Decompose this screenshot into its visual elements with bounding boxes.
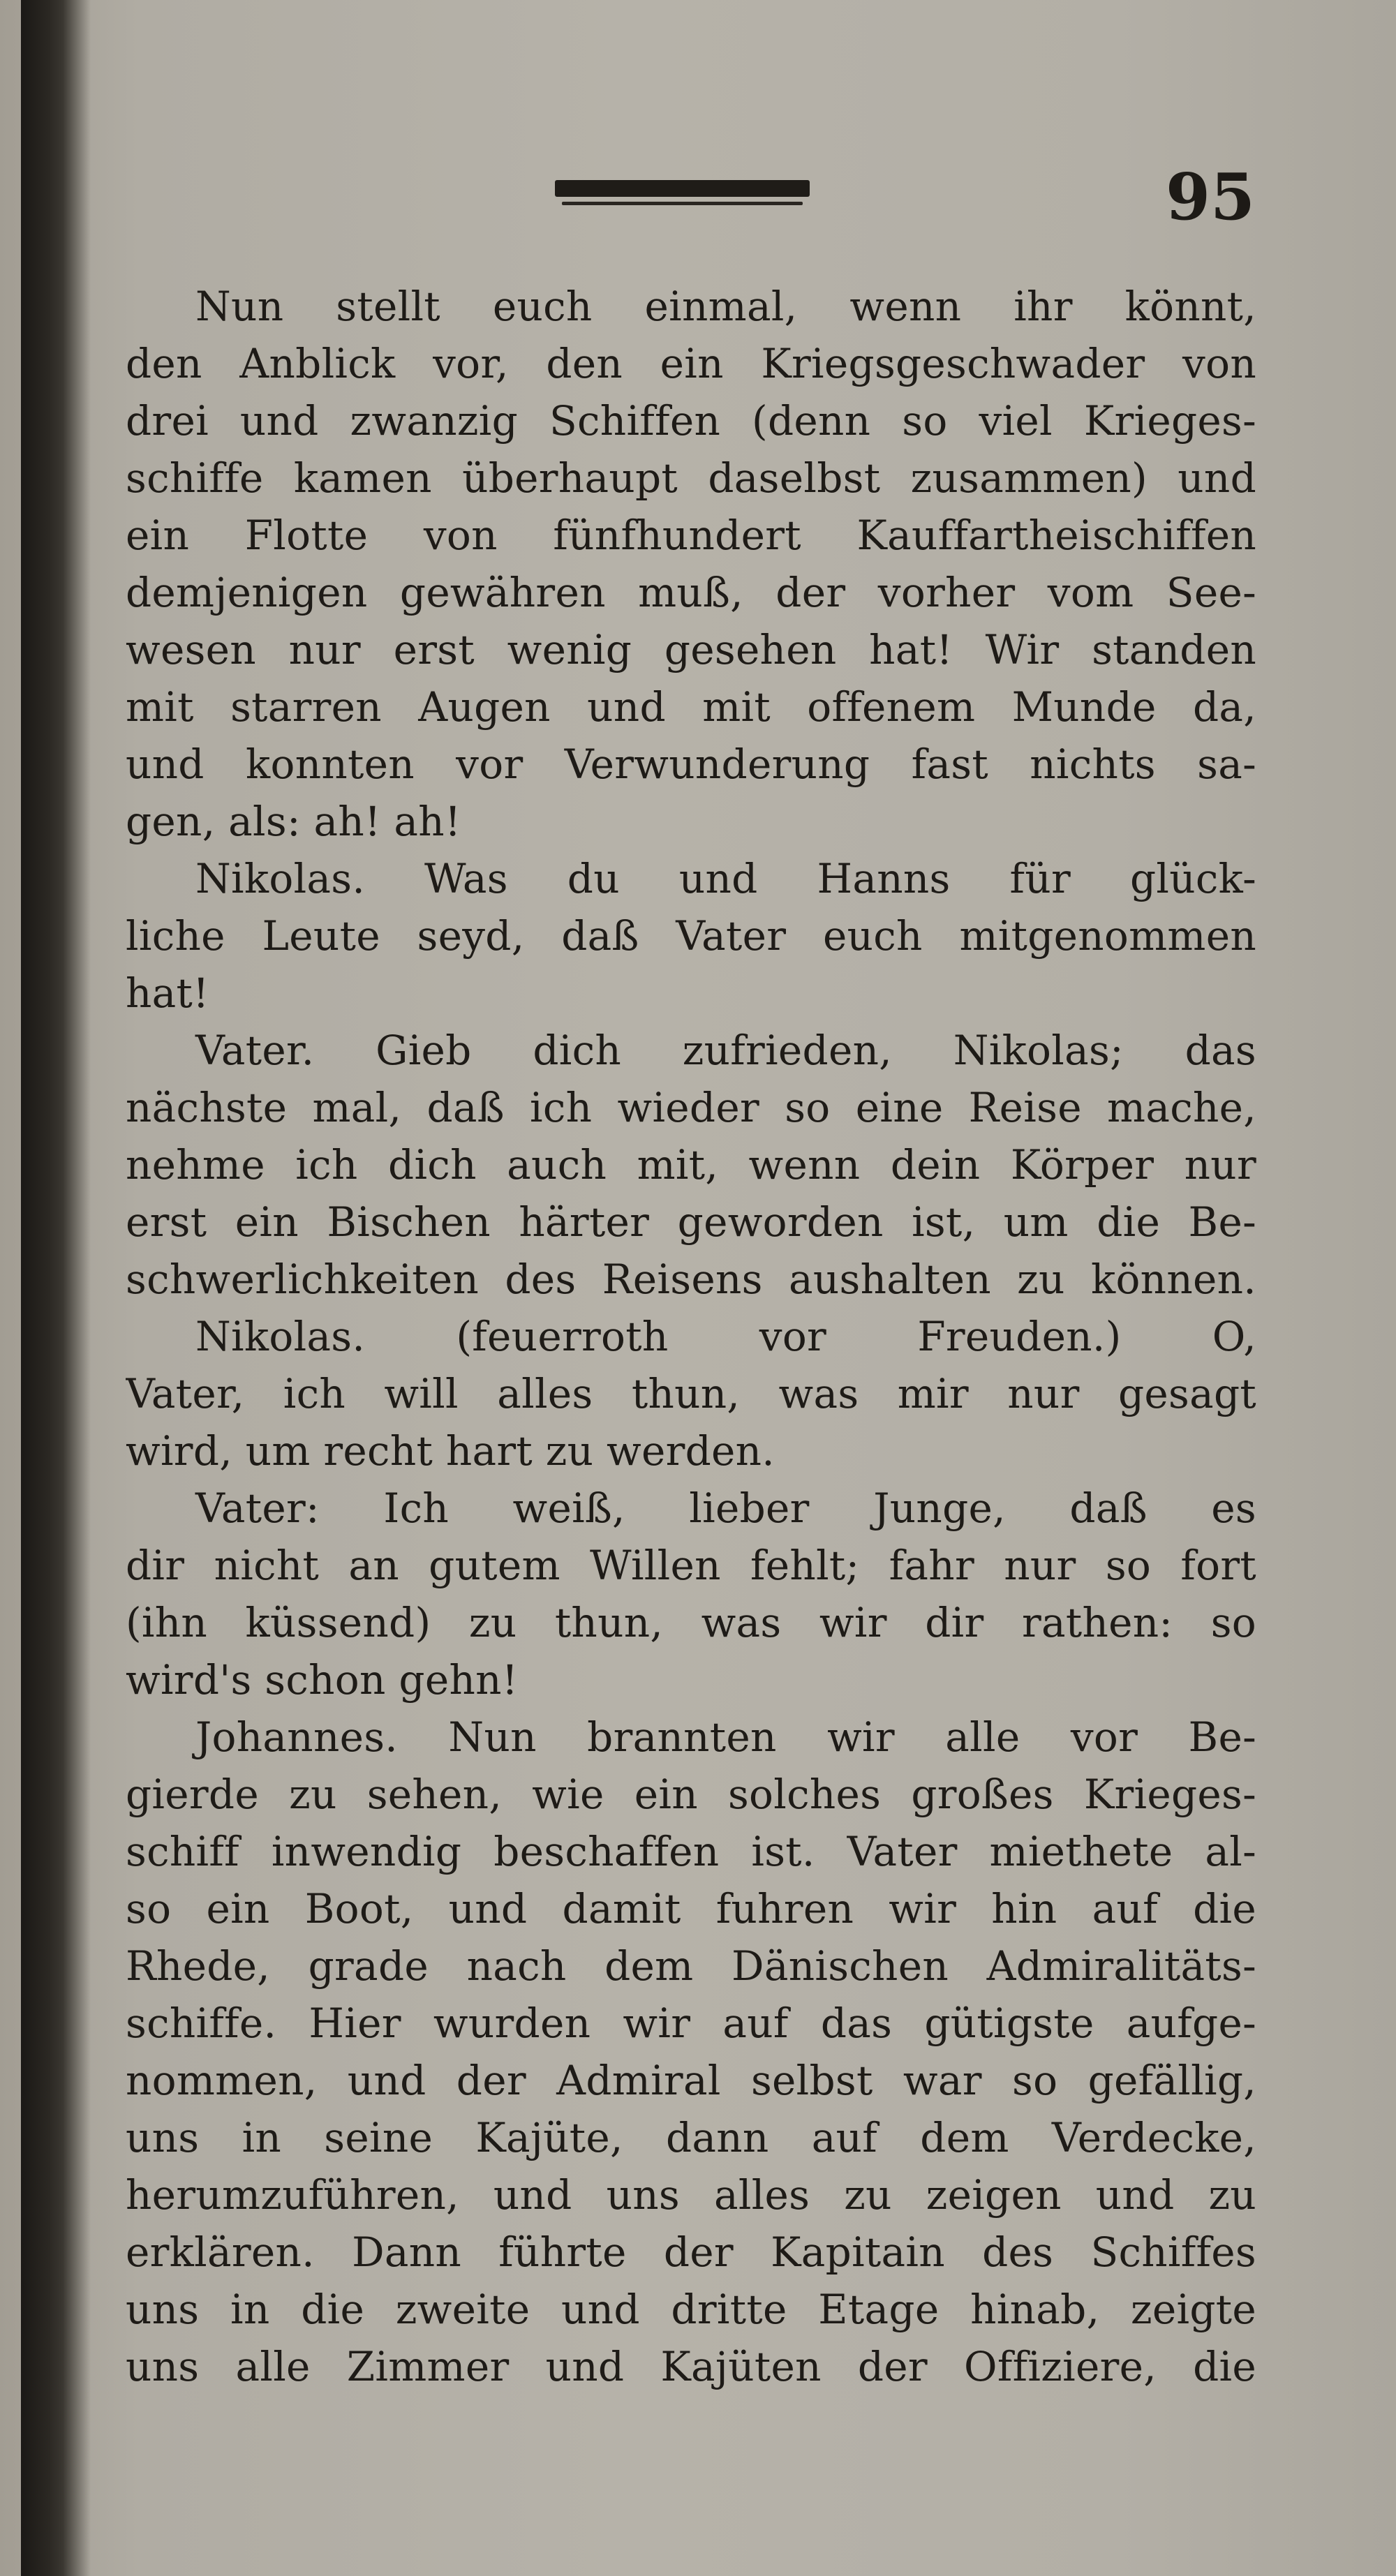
text-line: schwerlichkeiten des Reisens aushalten zu können. [126,1256,1256,1303]
text-line: liche Leute seyd, daß Vater euch mitgenommen [126,912,1256,960]
text-line: wird, um recht hart zu werden. [126,1427,775,1475]
header-rule-thin [562,202,803,205]
text-line: nächste mal, daß ich wieder so eine Reise mache, [126,1084,1256,1131]
header-rule-thick [555,180,810,197]
text-line: herumzuführen, und uns alles zu zeigen und zu [126,2171,1256,2219]
header-ornament-rule [555,180,810,208]
text-line: demjenigen gewähren muß, der vorher vom See- [126,569,1256,616]
text-line: (ihn küssend) zu thun, was wir dir rathen: so [126,1599,1256,1646]
text-line: drei und zwanzig Schiffen (denn so viel Krieges- [126,397,1256,445]
text-line: Rhede, grade nach dem Dänischen Admiralitäts- [126,1942,1256,1990]
text-line: schiff inwendig beschaffen ist. Vater miethete al- [126,1828,1256,1875]
text-line: wird's schon gehn! [126,1656,519,1704]
text-line: Vater, ich will alles thun, was mir nur gesagt [126,1370,1256,1417]
text-line: uns in seine Kajüte, dann auf dem Verdecke, [126,2114,1256,2161]
text-line: den Anblick vor, den ein Kriegsgeschwader von [126,340,1256,387]
text-line: Vater. Gieb dich zufrieden, Nikolas; das [195,1027,1256,1074]
text-line: gen, als: ah! ah! [126,798,461,845]
body-text [126,278,1256,2395]
text-line: ein Flotte von fünfhundert Kauffartheischiffen [126,512,1256,559]
text-line: Nikolas. (feuerroth vor Freuden.) O, [195,1313,1256,1360]
text-line: Vater: Ich weiß, lieber Junge, daß es [195,1484,1256,1532]
text-line: schiffe. Hier wurden wir auf das gütigste aufge- [126,2000,1256,2047]
text-line: uns in die zweite und dritte Etage hinab, zeigte [126,2286,1256,2333]
text-line: erklären. Dann führte der Kapitain des Schiffes [126,2228,1256,2276]
text-line: erst ein Bischen härter geworden ist, um die Be- [126,1198,1256,1246]
text-line: und konnten vor Verwunderung fast nichts sa- [126,740,1256,788]
text-line: Nikolas. Was du und Hanns für glück- [195,855,1256,902]
text-line: wesen nur erst wenig gesehen hat! Wir standen [126,626,1256,673]
text-line: hat! [126,969,209,1017]
page-number: 95 [1165,159,1255,234]
text-line: so ein Boot, und damit fuhren wir hin auf die [126,1885,1256,1933]
text-line: schiffe kamen überhaupt daselbst zusammen) und [126,454,1256,502]
book-spine-shadow [21,0,91,2576]
text-line: Nun stellt euch einmal, wenn ihr könnt, [195,283,1256,330]
text-line: gierde zu sehen, wie ein solches großes Krieges- [126,1771,1256,1818]
text-line: nehme ich dich auch mit, wenn dein Körper nur [126,1141,1256,1189]
text-line: Johannes. Nun brannten wir alle vor Be- [195,1713,1256,1761]
text-line: uns alle Zimmer und Kajüten der Offiziere, die [126,2343,1256,2390]
text-line: dir nicht an gutem Willen fehlt; fahr nur so fort [126,1542,1256,1589]
text-line: nommen, und der Admiral selbst war so gefällig, [126,2057,1256,2104]
text-line: mit starren Augen und mit offenem Munde da, [126,683,1256,731]
